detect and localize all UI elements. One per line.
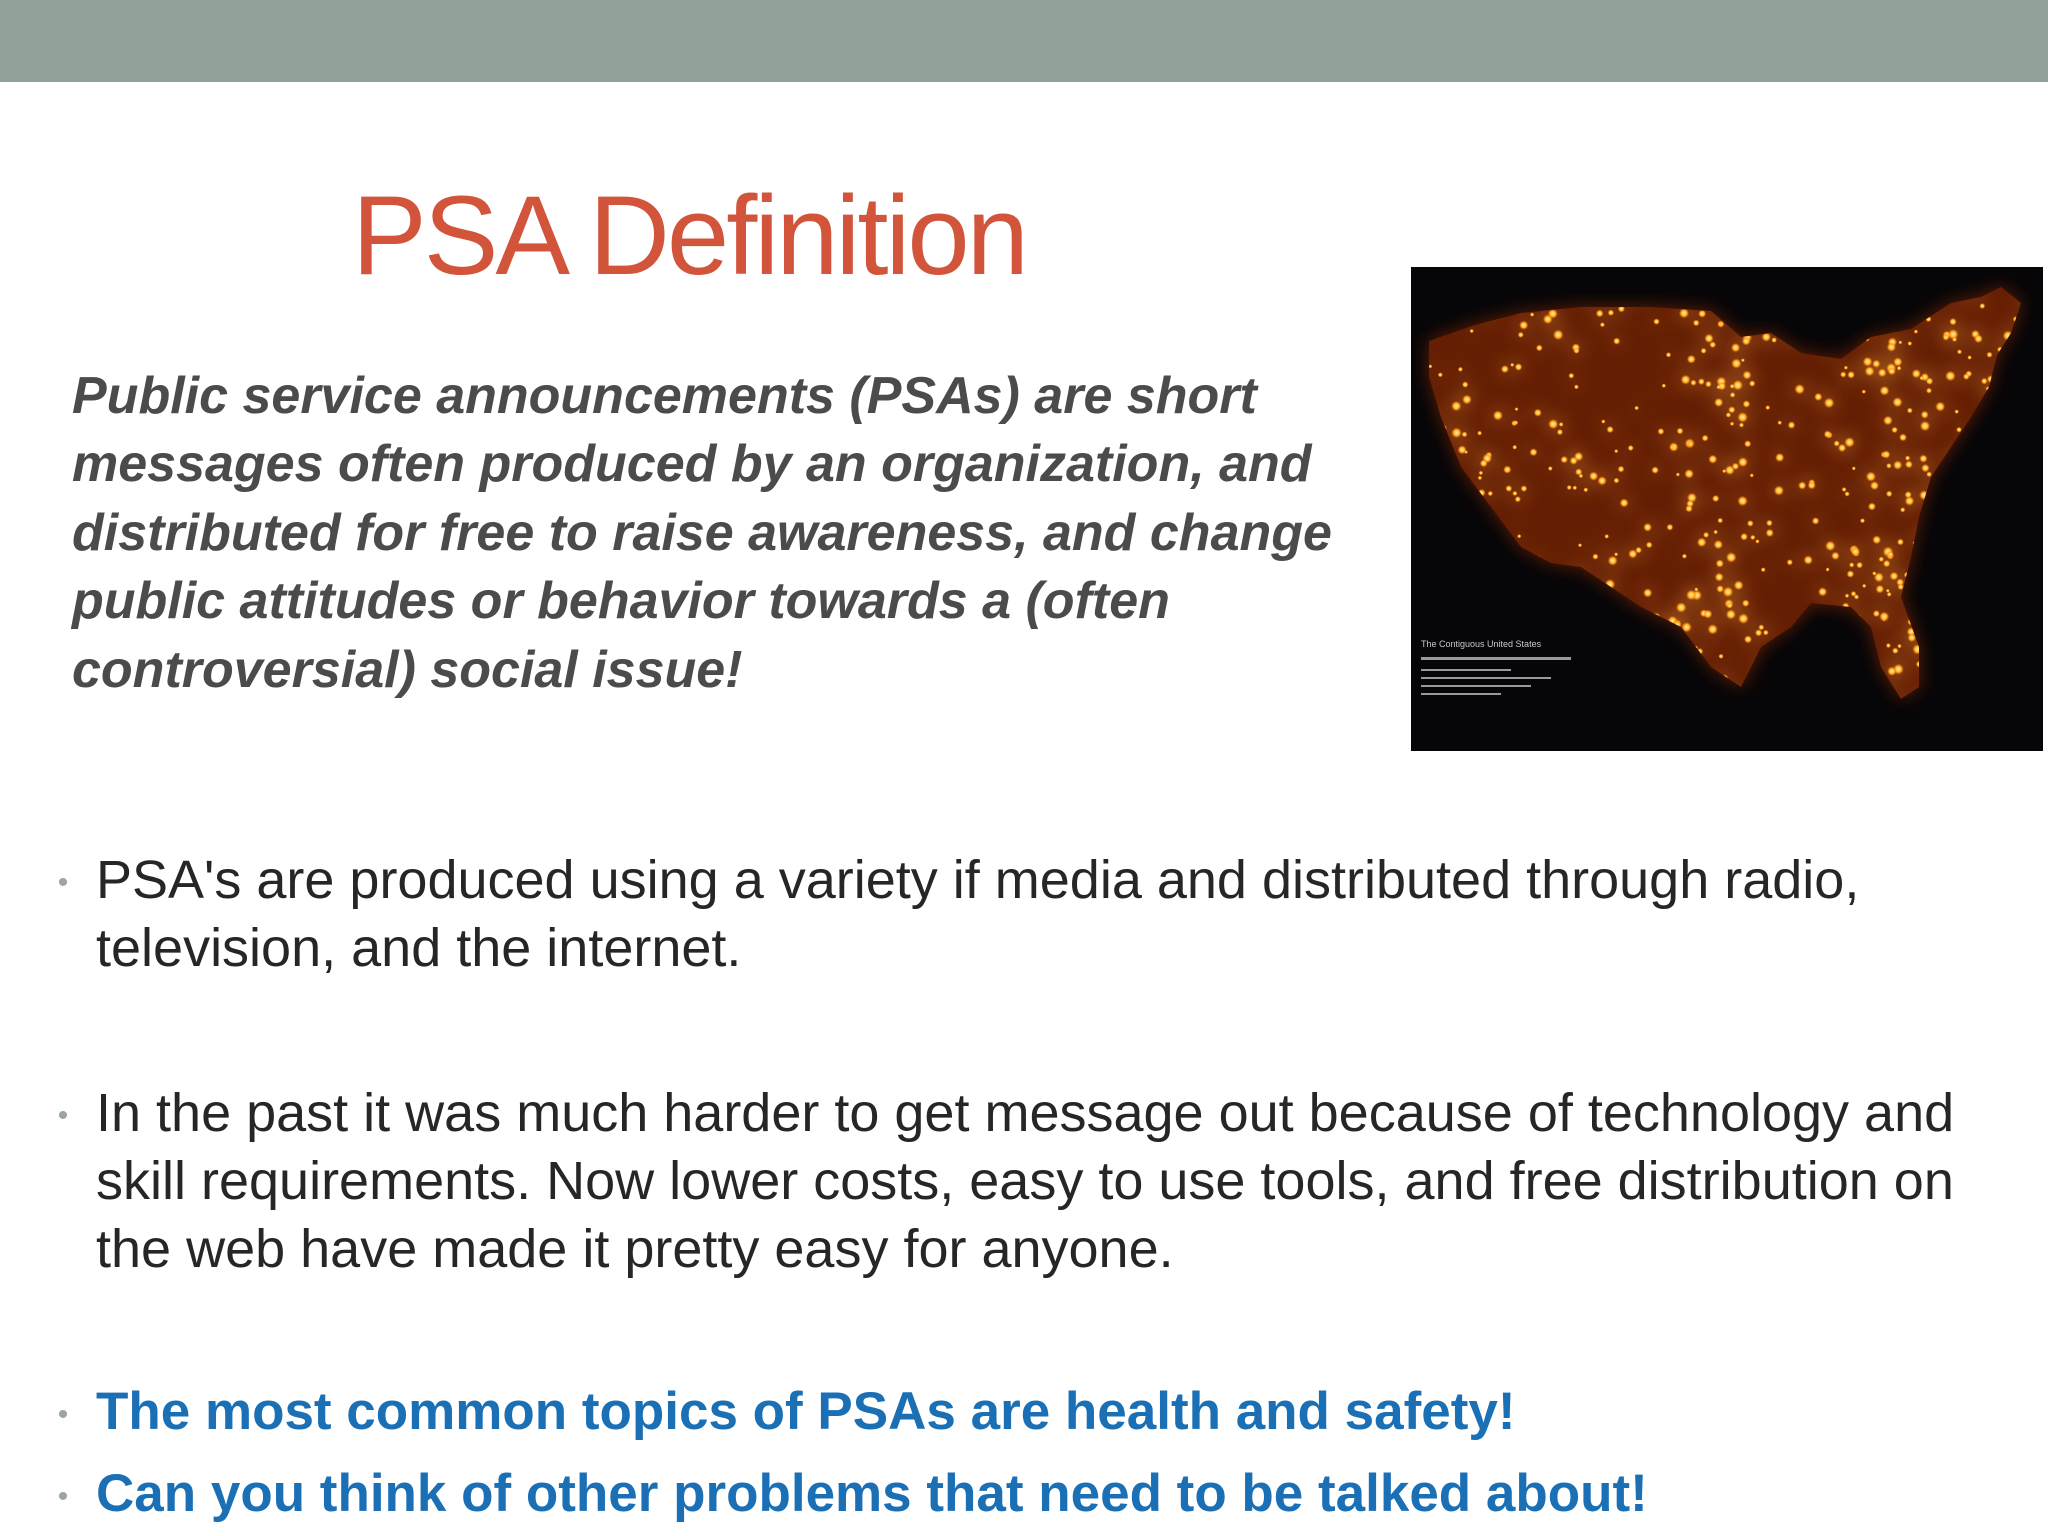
bullet-marker: •	[57, 866, 69, 899]
bullet-text: In the past it was much harder to get message out because of technology and skill requirements. Now lower costs, easy to use tools, and free distribution on the web have made it pretty easy for anyone.	[96, 1083, 1955, 1279]
slide-title: PSA Definition	[352, 173, 1026, 298]
definition-text: Public service announcements (PSAs) are short messages often produced by an organization, and distributed for free to raise awareness, and change public attitudes or behavior towards a (often controversial) social issue!	[72, 367, 1332, 699]
map-caption: The Contiguous United States	[1421, 639, 1542, 649]
bullet-text: Can you think of other problems that need to be talked about!	[96, 1464, 1648, 1523]
bullet-marker: •	[57, 1480, 69, 1513]
bullet-text: The most common topics of PSAs are health and safety!	[96, 1382, 1516, 1441]
bullet-marker: •	[57, 1099, 69, 1132]
bullet-text: PSA's are produced using a variety if media and distributed through radio, television, and the internet.	[96, 850, 1860, 978]
bullet-marker: •	[57, 1398, 69, 1431]
